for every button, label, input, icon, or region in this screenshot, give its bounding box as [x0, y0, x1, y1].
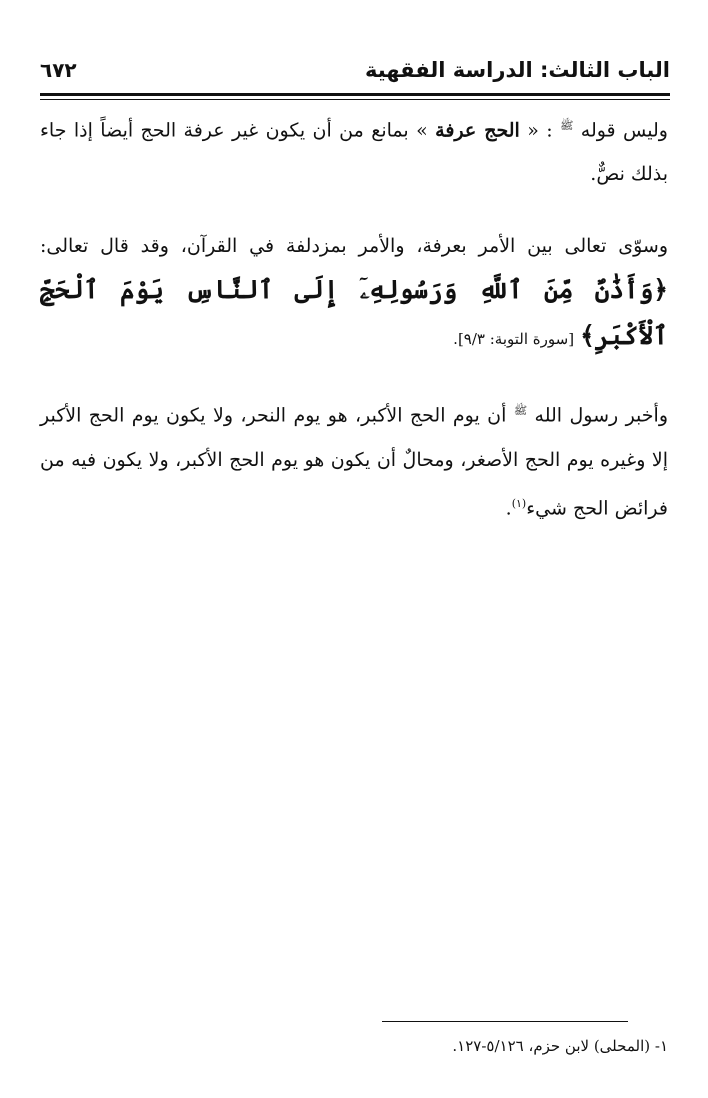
page-number: ٦٧٢	[40, 58, 77, 82]
running-title: الباب الثالث: الدراسة الفقهية	[364, 58, 670, 82]
footnote-rule	[382, 1021, 628, 1022]
p1-text-before: وليس قوله	[580, 119, 668, 142]
header-rule-thick	[40, 93, 670, 96]
footnote-marker: (١)	[511, 496, 527, 510]
page-header	[40, 56, 670, 92]
p3-text-before: وأخبر رسول الله	[534, 404, 668, 427]
paragraph-3	[40, 389, 668, 530]
p3-text-after: أن يوم الحج الأكبر، هو يوم النحر، ولا يكون يوم الحج الأكبر إلا وغيره يوم الحج الأصغر، ومحالٌ أن يكون هو يوم الحج الأكبر، ولا يكون فيه من فرائض الحج شيء	[40, 404, 668, 519]
p1-bold-phrase: الحج عرفة	[435, 119, 520, 142]
paragraph-1	[40, 104, 668, 196]
header-rule-thin	[40, 99, 670, 100]
footnote: ١- (المحلى) لابن حزم، ٥/١٢٦-١٢٧.	[452, 1037, 668, 1055]
honorific-symbol: ﷺ	[560, 119, 574, 132]
p2-intro: وسوّى تعالى بين الأمر بعرفة، والأمر بمزدلفة في القرآن، وقد قال تعالى:	[40, 235, 668, 258]
paragraph-2	[40, 224, 668, 361]
main-text	[40, 104, 668, 530]
p1-text-after: » بمانع من أن يكون غير عرفة الحج أيضاً إذا جاء بذلك نصٌّ.	[40, 119, 668, 186]
quran-verse: ﴿وَأَذَٰنٌ مِّنَ ٱللَّهِ وَرَسُولِهِۦٓ إِلَى ٱلنَّاسِ يَوْمَ ٱلْحَجِّ ٱلْأَكْبَرِ﴾	[40, 275, 668, 351]
verse-reference: [سورة التوبة: ٩/٣].	[453, 330, 575, 349]
p3-end: .	[505, 496, 512, 519]
honorific-symbol: ﷺ	[513, 404, 528, 418]
p1-colon: : «	[527, 119, 553, 142]
